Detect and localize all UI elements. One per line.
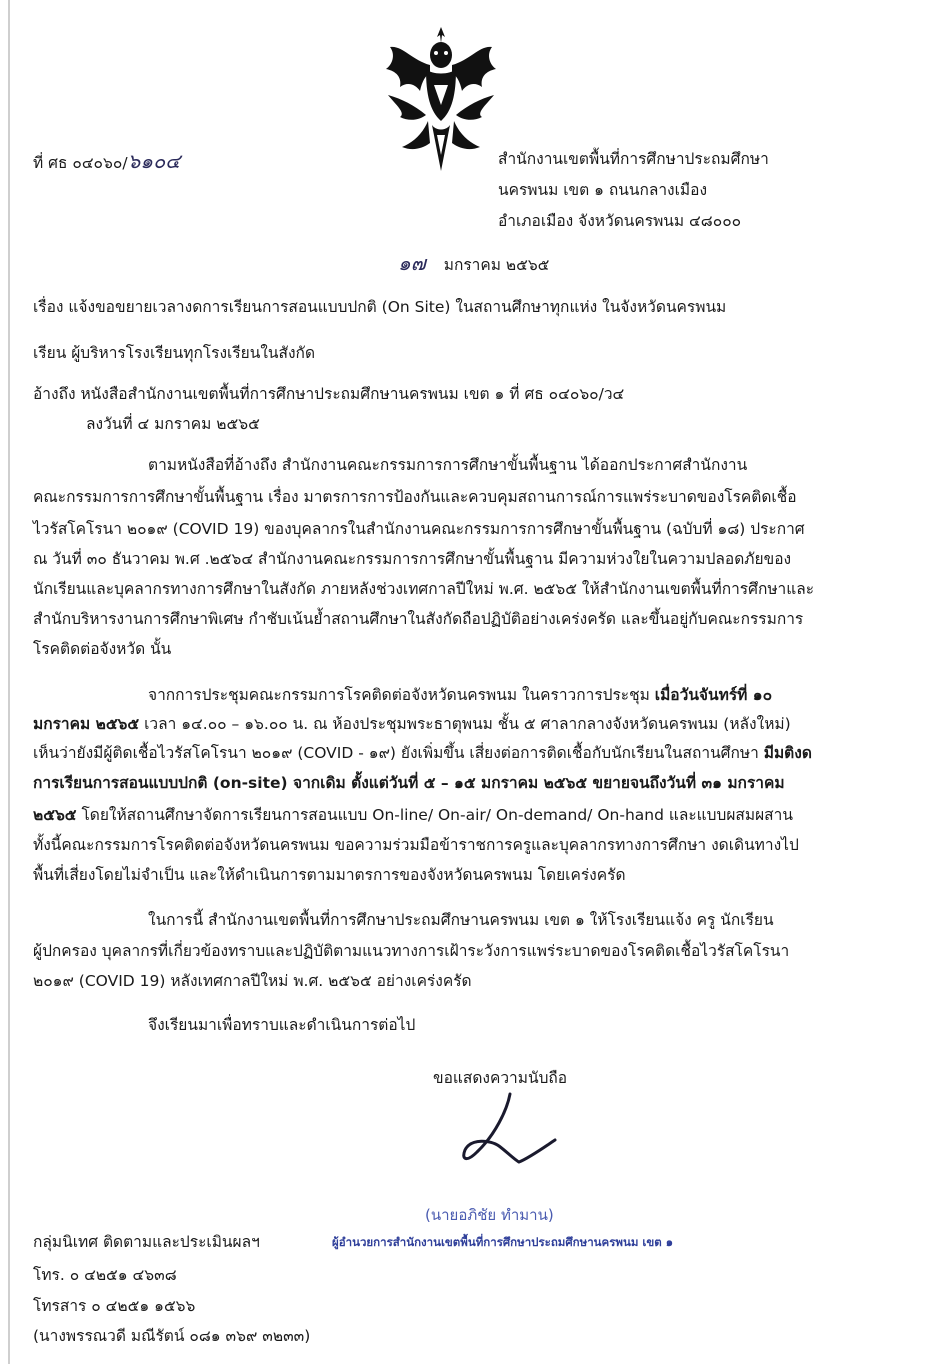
paragraph-1-line: โรคติดต่อจังหวัด นั้น [33, 640, 172, 658]
paragraph-2-bold: เมื่อวันจันทร์ที่ ๑๐ [654, 686, 773, 704]
closing-line: จึงเรียนมาเพื่อทราบและดำเนินการต่อไป [148, 1016, 416, 1034]
footer-contact: (นางพรรณวดี มณีรัตน์ ๐๘๑ ๓๖๙ ๓๒๓๓) [33, 1327, 311, 1345]
office-address-line-1: สำนักงานเขตพื้นที่การศึกษาประถมศึกษา [498, 150, 769, 168]
paragraph-2-bold: มีมติงด [763, 744, 812, 762]
paragraph-1-line: ไวรัสโคโรนา ๒๐๑๙ (COVID 19) ของบุคลากรในสำนักงานคณะกรรมการการศึกษาขั้นพื้นฐาน (ฉบับที่ ๑๘) ประกาศ [33, 520, 805, 538]
document-date [398, 253, 549, 275]
paragraph-3-line: ในการนี้ สำนักงานเขตพื้นที่การศึกษาประถมศึกษานครพนม เขต ๑ ให้โรงเรียนแจ้ง ครู นักเรียน [148, 911, 774, 929]
paragraph-2-bold: มกราคม ๒๕๖๕ [33, 715, 140, 733]
paragraph-3-line: ผู้ปกครอง บุคลากรที่เกี่ยวข้องทราบและปฏิบัติตามแนวทางการเฝ้าระวังการแพร่ระบาดของโรคติดเชื้อไวรัสโคโรนา [33, 942, 790, 960]
page-edge [8, 0, 10, 1364]
paragraph-2-text: โดยให้สถานศึกษาจัดการเรียนการสอนแบบ On-line/ On-air/ On-demand/ On-hand และแบบผสมผสาน [76, 806, 793, 824]
reference-line-2: ลงวันที่ ๔ มกราคม ๒๕๖๕ [86, 415, 260, 433]
document-number [33, 151, 180, 173]
handwritten-signature-icon [455, 1090, 565, 1175]
footer-department: กลุ่มนิเทศ ติดตามและประเมินผลฯ [33, 1233, 260, 1251]
footer-fax: โทรสาร ๐ ๔๒๕๑ ๑๕๖๖ [33, 1297, 196, 1315]
office-address-line-3: อำเภอเมือง จังหวัดนครพนม ๔๘๐๐๐ [498, 212, 742, 230]
signer-title: ผู้อำนวยการสำนักงานเขตพื้นที่การศึกษาประถมศึกษานครพนม เขต ๑ [332, 1235, 673, 1249]
date-day-handwritten: ๑๗ [398, 251, 426, 275]
regards-line: ขอแสดงความนับถือ [433, 1069, 568, 1087]
paragraph-1-line: ณ วันที่ ๓๐ ธันวาคม พ.ศ .๒๕๖๔ สำนักงานคณะกรรมการการศึกษาขั้นพื้นฐาน มีความห่วงใยในความปลอดภัยของ [33, 550, 792, 568]
paragraph-2-text: เวลา ๑๔.๐๐ – ๑๖.๐๐ น. ณ ห้องประชุมพระธาตุพนม ชั้น ๕ ศาลากลางจังหวัดนครพนม (หลังใหม่) [139, 715, 791, 733]
paragraph-2-bold: ๒๕๖๕ [33, 806, 77, 824]
recipient-line: เรียน ผู้บริหารโรงเรียนทุกโรงเรียนในสังกัด [33, 344, 316, 362]
date-month-year: มกราคม ๒๕๖๕ [443, 256, 550, 274]
paragraph-2-line [33, 714, 878, 734]
document-number-label: ที่ ศธ ๐๔๐๖๐/ [33, 154, 128, 172]
paragraph-3-line: ๒๐๑๙ (COVID 19) หลังเทศกาลปีใหม่ พ.ศ. ๒๕๖๕ อย่างเคร่งครัด [33, 972, 472, 990]
paragraph-1-line: ตามหนังสือที่อ้างถึง สำนักงานคณะกรรมการการศึกษาขั้นพื้นฐาน ได้ออกประกาศสำนักงาน [148, 456, 748, 474]
paragraph-2-line [33, 743, 878, 763]
garuda-emblem-icon [382, 25, 500, 173]
paragraph-2-line: ทั้งนี้คณะกรรมการโรคติดต่อจังหวัดนครพนม ขอความร่วมมือข้าราชการครูและบุคลากรทางการศึกษา งดเดินทางไป [33, 836, 799, 854]
paragraph-2-line [148, 685, 939, 705]
footer-phone: โทร. ๐ ๔๒๕๑ ๔๖๓๘ [33, 1266, 177, 1284]
paragraph-2-text: จากการประชุมคณะกรรมการโรคติดต่อจังหวัดนครพนม ในคราวการประชุม [148, 686, 655, 704]
document-number-handwritten: ๖๑๐๔ [127, 149, 181, 173]
paragraph-1-line: สำนักบริหารงานการศึกษาพิเศษ กำชับเน้นย้ำสถานศึกษาในสังกัดถือปฏิบัติอย่างเคร่งครัด และขึ้นอยู่กับคณะกรรมการ [33, 610, 804, 628]
subject-line: เรื่อง แจ้งขอขยายเวลางดการเรียนการสอนแบบปกติ (On Site) ในสถานศึกษาทุกแห่ง ในจังหวัดนครพนม [33, 298, 727, 316]
paragraph-1-line: คณะกรรมการการศึกษาขั้นพื้นฐาน เรื่อง มาตรการการป้องกันและควบคุมสถานการณ์การแพร่ระบาดของโรคติดเชื้อ [33, 488, 797, 506]
paragraph-2-text: เห็นว่ายังมีผู้ติดเชื้อไวรัสโคโรนา ๒๐๑๙ (COVID - ๑๙) ยังเพิ่มขึ้น เสี่ยงต่อการติดเชื้อกับนักเรียนในสถานศึกษา [33, 744, 764, 762]
paragraph-2-line: การเรียนการสอนแบบปกติ (on-site) จากเดิม ตั้งแต่วันที่ ๕ – ๑๕ มกราคม ๒๕๖๕ ขยายจนถึงวันที่ ๓๑ มกราคม [33, 774, 785, 792]
signer-name: (นายอภิชัย ทำมาน) [425, 1206, 554, 1224]
paragraph-1-line: นักเรียนและบุคลากรทางการศึกษาในสังกัด ภายหลังช่วงเทศกาลปีใหม่ พ.ศ. ๒๕๖๕ ให้สำนักงานเขตพื้นที่การศึกษาและ [33, 580, 815, 598]
paragraph-2-line: พื้นที่เสี่ยงโดยไม่จำเป็น และให้ดำเนินการตามมาตรการของจังหวัดนครพนม โดยเคร่งครัด [33, 866, 626, 884]
office-address-line-2: นครพนม เขต ๑ ถนนกลางเมือง [498, 181, 708, 199]
paragraph-2-line [33, 805, 878, 825]
reference-line-1: อ้างถึง หนังสือสำนักงานเขตพื้นที่การศึกษาประถมศึกษานครพนม เขต ๑ ที่ ศธ ๐๔๐๖๐/ว๔ [33, 385, 625, 403]
